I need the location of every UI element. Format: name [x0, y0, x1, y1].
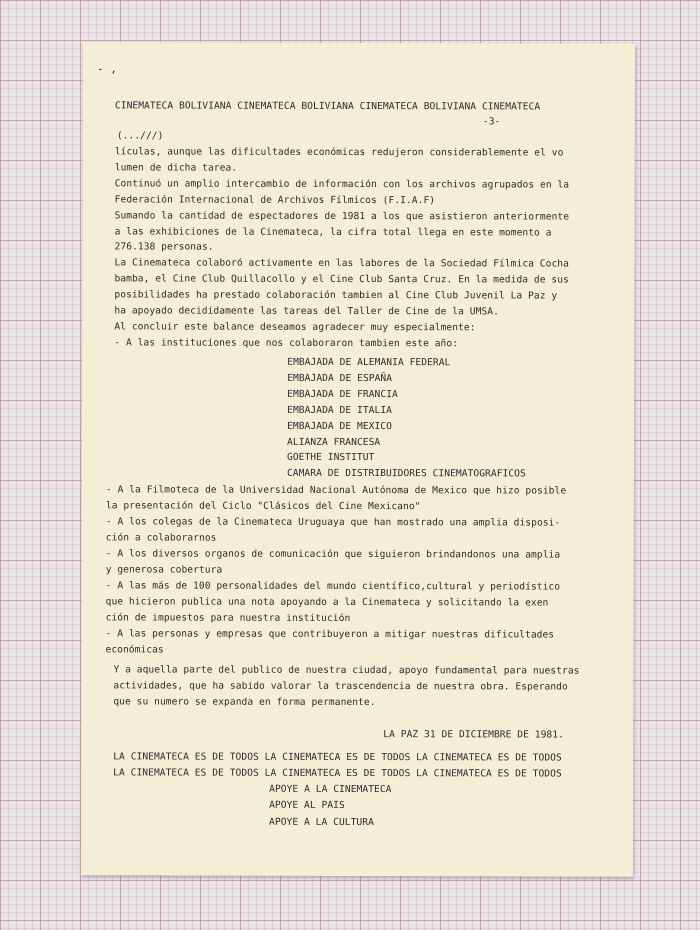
institution-item: ALIANZA FRANCESA — [287, 436, 381, 448]
continuation-mark: (...///) — [116, 130, 164, 142]
institution-item: GOETHE INSTITUT — [286, 452, 375, 464]
body-line: lumen de dicha tarea. — [114, 162, 238, 174]
thanks-line: ción de impuestos para nuestra institución — [105, 612, 351, 624]
page-number: -3- — [482, 116, 501, 128]
typewritten-page — [81, 42, 635, 876]
slogan-row: LA CINEMATECA ES DE TODOS LA CINEMATECA ES DE TODOS LA CINEMATECA ES DE TODOS — [113, 751, 562, 764]
support-line: APOYE A LA CULTURA — [269, 816, 374, 828]
institution-item: EMBAJADA DE ESPAÑA — [287, 372, 393, 384]
header-title: CINEMATECA BOLIVIANA CINEMATECA BOLIVIANA CINEMATECA BOLIVIANA CINEMATECA — [114, 100, 541, 113]
body-line: Al concluir este balance deseamos agradecer muy especialmente: — [114, 321, 476, 334]
institution-item: EMBAJADA DE MEXICO — [287, 420, 392, 432]
body-line: - A las instituciones que nos colaboraron tambien este año: — [114, 337, 459, 350]
body-line: ha apoyado decididamente las tareas del Taller de Cine de la UMSA. — [114, 305, 499, 318]
body-line: lículas, aunque las dificultades económicas redujeron considerablemente el vo — [114, 146, 564, 159]
institution-item: EMBAJADA DE FRANCIA — [287, 388, 398, 400]
slogan-row: LA CINEMATECA ES DE TODOS LA CINEMATECA ES DE TODOS LA CINEMATECA ES DE TODOS — [113, 767, 562, 780]
thanks-line: - A las personas y empresas que contribuyeron a mitigar nuestras dificultades — [105, 628, 555, 641]
body-line: Sumando la cantidad de espectadores de 1981 a los que asistieron anteriormente — [114, 209, 570, 223]
date-line: LA PAZ 31 DE DICIEMBRE DE 1981. — [383, 729, 564, 741]
body-line: Federación Internacional de Archivos Fílmicos (F.I.A.F) — [114, 194, 436, 206]
closing-line: que su numero se expanda en forma permanente. — [113, 696, 376, 708]
body-line: posibilidades ha prestado colaboración tambien al Cine Club Juvenil La Paz y — [114, 289, 558, 302]
corner-mark: - , — [97, 62, 117, 76]
thanks-line: ción a colaborarnos — [105, 532, 217, 544]
body-line: Continuó un amplio intercambio de información con los archivos agrupados en la — [114, 178, 570, 191]
thanks-line: económicas — [105, 644, 164, 656]
body-line: a las exhibiciones de la Cinemateca, la cifra total llega en este momento a — [114, 225, 552, 239]
thanks-line: que hicieron publica una nota apoyando a la Cinemateca y solicitando la exen — [105, 596, 549, 609]
body-line: 276.138 personas. — [114, 241, 214, 254]
institution-item: CAMARA DE DISTRIBUIDORES CINEMATOGRAFICOS — [286, 468, 526, 480]
support-line: APOYE A LA CINEMATECA — [269, 783, 392, 796]
thanks-line: la presentación del Ciclo "Clásicos del Cine Mexicano" — [105, 500, 421, 513]
thanks-line: - A la Filmoteca de la Universidad Nacional Autónoma de Mexico que hizo posible — [105, 484, 567, 497]
thanks-line: - A las más de 100 personalidades del mundo científico,cultural y periodístico — [105, 580, 561, 593]
closing-line: actividades, que ha sabido valorar la trascendencia de nuestra obra. Esperando — [113, 680, 568, 693]
support-line: APOYE AL PAIS — [269, 800, 345, 812]
institution-item: EMBAJADA DE ITALIA — [287, 404, 393, 416]
thanks-line: - A los diversos organos de comunicación que siguieron brindandonos una amplia — [105, 548, 561, 561]
thanks-line: y generosa cobertura — [105, 564, 223, 576]
institution-item: EMBAJADA DE ALEMANIA FEDERAL — [287, 356, 451, 369]
closing-line: Y a aquella parte del publico de nuestra ciudad, apoyo fundamental para nuestras — [113, 664, 580, 677]
thanks-line: - A los colegas de la Cinemateca Uruguaya que han mostrado una amplia disposi- — [105, 516, 561, 529]
body-line: bamba, el Cine Club Quillacollo y el Cine Club Santa Cruz. En la medida de sus — [114, 273, 569, 286]
body-line: La Cinemateca colaboró activamente en las labores de la Sociedad Fílmica Cocha — [114, 257, 569, 270]
